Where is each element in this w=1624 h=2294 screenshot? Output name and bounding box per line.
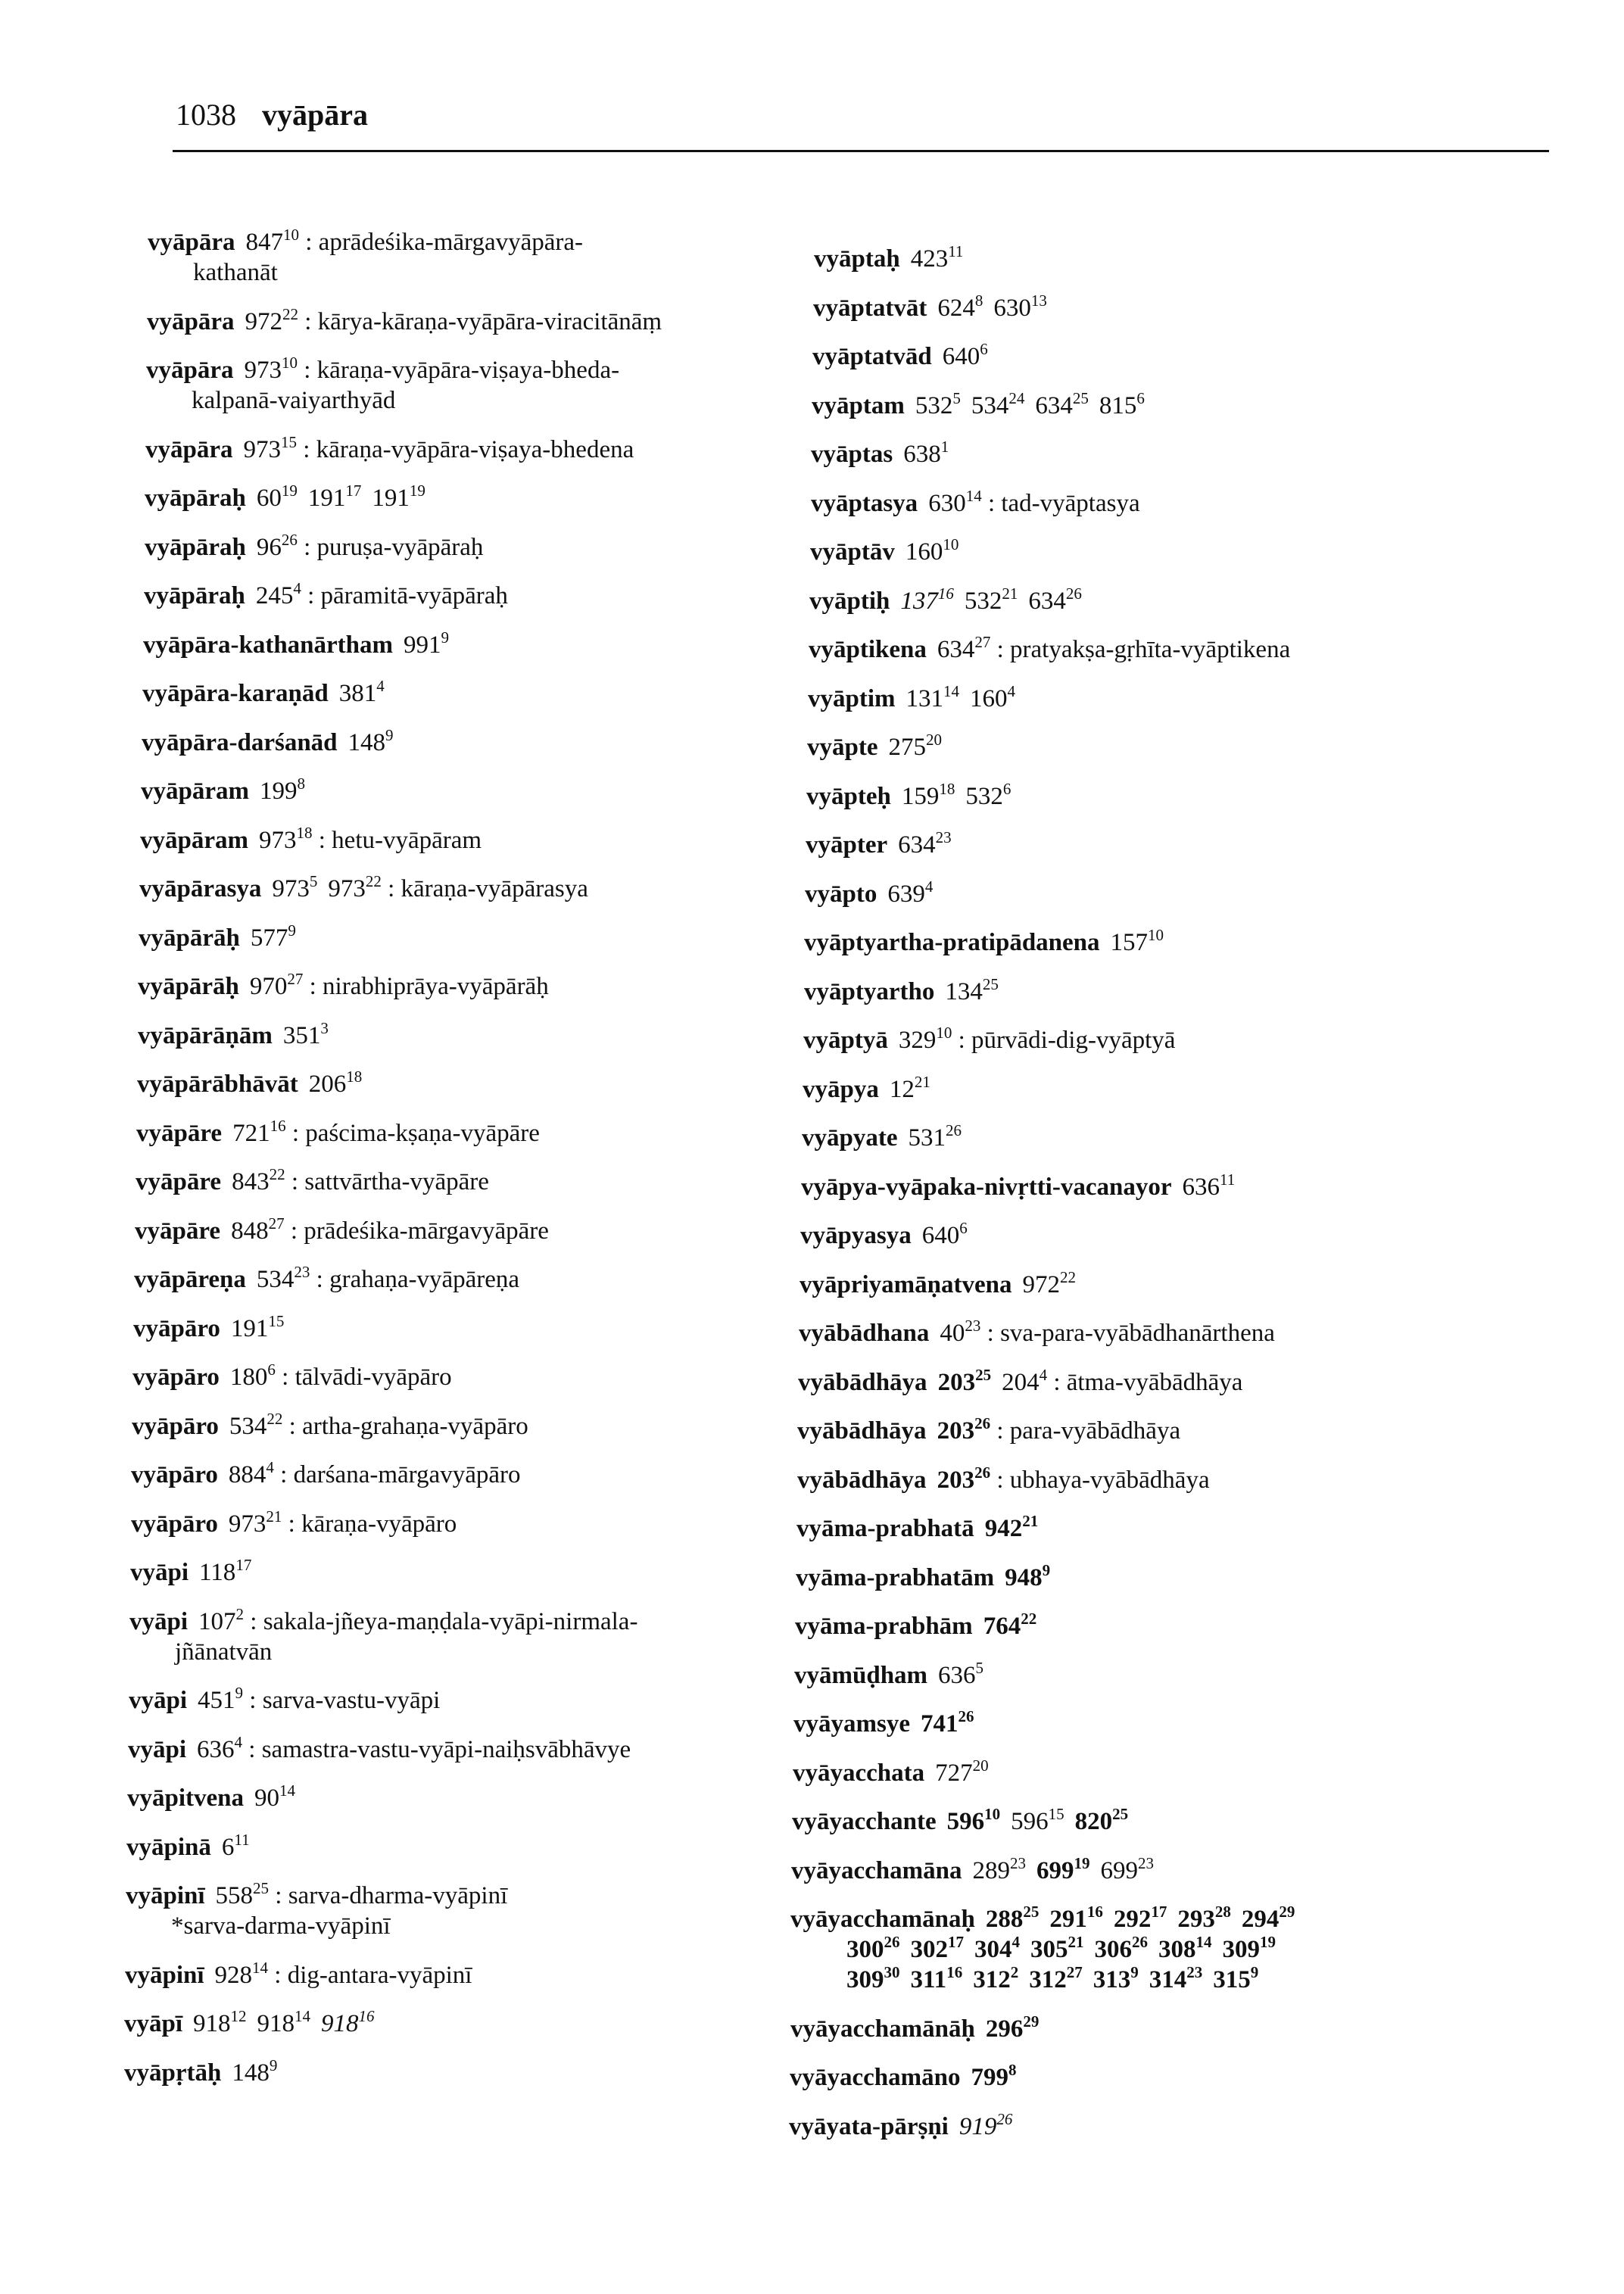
page-reference: $639^4$ bbox=[887, 877, 934, 908]
page-reference: $191^{15}$ bbox=[230, 1311, 285, 1342]
page-reference: $107^2$ bbox=[198, 1604, 245, 1635]
page-reference: $741^{26}$ bbox=[920, 1707, 974, 1738]
index-entry bbox=[814, 244, 963, 274]
index-entry bbox=[809, 634, 1290, 665]
page-reference: $815^6$ bbox=[1099, 388, 1145, 419]
index-entry bbox=[800, 1267, 1076, 1300]
index-entry bbox=[808, 681, 1015, 714]
headword: vyāpī bbox=[124, 2010, 183, 2037]
index-entry bbox=[138, 971, 549, 1002]
page-number: 1038 bbox=[176, 98, 236, 132]
page-reference: $245^4$ bbox=[255, 579, 301, 609]
page-reference: $302^{17}$ bbox=[910, 1933, 964, 1963]
gloss: : paścima-kṣaṇa-vyāpāre bbox=[285, 1119, 540, 1147]
page-reference: $60^{19}$ bbox=[256, 482, 298, 512]
gloss: : sarva-vastu-vyāpi bbox=[243, 1687, 441, 1714]
gloss-continuation: kalpanā-vaiyarthyād bbox=[192, 387, 396, 414]
index-entry bbox=[132, 1411, 528, 1442]
headword: vyāpārāḥ bbox=[138, 973, 239, 1000]
headword: vyāpi bbox=[128, 1735, 187, 1763]
page-reference: $134^{25}$ bbox=[945, 974, 999, 1005]
headword: vyāptaḥ bbox=[814, 245, 900, 273]
gloss-continuation: jñānatvān bbox=[175, 1638, 273, 1666]
page-reference: $847^{10}$ bbox=[245, 226, 299, 256]
page-reference: $160^{10}$ bbox=[905, 535, 959, 566]
headword: vyāpārābhāvāt bbox=[137, 1071, 298, 1098]
gloss: : sakala-jñeya-maṇḍala-vyāpi-nirmala- bbox=[244, 1607, 638, 1635]
page-reference: $300^{26}$ bbox=[846, 1933, 900, 1963]
running-title: vyāpāra bbox=[262, 98, 368, 132]
page-reference: $972^{22}$ bbox=[245, 304, 298, 335]
index-entry bbox=[142, 678, 385, 709]
gloss: : sarva-dharma-vyāpinī bbox=[269, 1882, 508, 1909]
gloss: : kāraṇa-vyāpārasya bbox=[381, 875, 588, 902]
index-entry bbox=[147, 304, 662, 337]
page-reference: $928^{14}$ bbox=[214, 1958, 269, 1989]
page-reference: $203^{26}$ bbox=[937, 1414, 991, 1445]
page-reference: $596^{10}$ bbox=[946, 1805, 1001, 1835]
page-reference: $314^{23}$ bbox=[1149, 1963, 1203, 1993]
page-reference: $636^{11}$ bbox=[1182, 1170, 1236, 1201]
gloss: : pāramitā-vyāpāraḥ bbox=[301, 582, 508, 609]
index-entry bbox=[811, 488, 1140, 519]
page-reference: $918^{12}$ bbox=[193, 2007, 247, 2037]
index-entry bbox=[809, 586, 1082, 616]
page-reference: $640^6$ bbox=[942, 340, 988, 370]
headword: vyāpi bbox=[129, 1687, 188, 1714]
gloss: : aprādeśika-mārgavyāpāra- bbox=[299, 229, 584, 256]
index-entry bbox=[812, 388, 1145, 421]
index-entry bbox=[137, 1069, 362, 1099]
page-reference: $148^9$ bbox=[232, 2056, 278, 2087]
index-entry bbox=[132, 1362, 452, 1392]
gloss: : ātma-vyābādhāya bbox=[1047, 1368, 1243, 1396]
index-entry bbox=[125, 1960, 472, 1990]
headword: vyāptatvāt bbox=[813, 294, 927, 322]
index-entry bbox=[141, 776, 305, 806]
headword: vyāptyā bbox=[803, 1027, 888, 1054]
index-entry bbox=[138, 1018, 329, 1051]
gloss: : pūrvādi-dig-vyāptyā bbox=[952, 1027, 1176, 1054]
index-entry bbox=[805, 879, 933, 909]
headword: vyāpte bbox=[807, 734, 878, 761]
page-reference: $12^{21}$ bbox=[889, 1072, 930, 1103]
page-reference: $534^{23}$ bbox=[256, 1263, 310, 1293]
headword: vyāpāro bbox=[132, 1412, 219, 1440]
page-reference: $532^5$ bbox=[915, 388, 961, 419]
index-entry bbox=[803, 1074, 930, 1105]
page-reference: $843^{22}$ bbox=[232, 1165, 285, 1195]
headword: vyāpyate bbox=[802, 1124, 898, 1152]
index-entry bbox=[797, 1465, 1210, 1495]
page-reference: $118^{17}$ bbox=[199, 1556, 252, 1586]
index-entry bbox=[136, 1118, 540, 1149]
page-reference: $329^{10}$ bbox=[898, 1024, 952, 1054]
index-entry bbox=[135, 1216, 549, 1246]
index-entry bbox=[124, 2009, 375, 2039]
index-entry bbox=[791, 1853, 1154, 1886]
page-reference: $884^4$ bbox=[228, 1458, 274, 1488]
index-entry bbox=[128, 1732, 631, 1765]
page-reference: $972^{22}$ bbox=[1022, 1267, 1076, 1298]
index-entry bbox=[142, 725, 394, 758]
index-entry bbox=[146, 355, 619, 416]
headword: vyāpāraḥ bbox=[145, 533, 246, 561]
headword: vyāpāra-kathanārtham bbox=[143, 631, 394, 659]
headword: vyābādhāya bbox=[798, 1368, 927, 1396]
page-reference: $6^{11}$ bbox=[221, 1830, 250, 1861]
gloss: : sva-para-vyābādhanārthena bbox=[980, 1320, 1275, 1347]
gloss: : nirabhiprāya-vyāpārāḥ bbox=[303, 973, 549, 1000]
index-entry bbox=[790, 1904, 1295, 1995]
page-reference: $799^8$ bbox=[971, 2061, 1017, 2091]
index-entry bbox=[803, 1025, 1175, 1055]
index-entry bbox=[812, 341, 988, 372]
index-entry bbox=[804, 974, 999, 1007]
index-entry bbox=[792, 1806, 1128, 1837]
headword: vyāma-prabhatām bbox=[796, 1563, 995, 1591]
page-reference: $636^4$ bbox=[197, 1732, 243, 1763]
page-reference: $634^{27}$ bbox=[937, 633, 991, 663]
page-reference: $206^{18}$ bbox=[308, 1068, 363, 1098]
index-entry bbox=[804, 927, 1164, 958]
headword: vyāpitvena bbox=[127, 1784, 245, 1812]
gloss: : kārya-kāraṇa-vyāpāra-viracitānāṃ bbox=[298, 307, 662, 335]
index-entry bbox=[131, 1509, 457, 1539]
page-reference: $973^{18}$ bbox=[259, 823, 313, 854]
headword: vyāpteḥ bbox=[806, 782, 891, 810]
headword: vyāpi bbox=[129, 1607, 189, 1635]
page-reference: $699^{19}$ bbox=[1036, 1853, 1090, 1884]
headword: vyāptam bbox=[812, 391, 905, 419]
page-reference: $636^5$ bbox=[938, 1658, 984, 1689]
page-reference: $199^8$ bbox=[260, 775, 305, 805]
index-entry bbox=[800, 1220, 968, 1251]
headword: vyāpya bbox=[803, 1075, 879, 1103]
page-reference: $289^{23}$ bbox=[972, 1853, 1026, 1884]
headword: vyāptas bbox=[811, 441, 893, 468]
index-entry bbox=[133, 1311, 285, 1344]
index-entry bbox=[797, 1416, 1180, 1446]
headword: vyāpāre bbox=[135, 1217, 221, 1245]
page-reference: $351^3$ bbox=[282, 1018, 329, 1049]
page-reference: $638^1$ bbox=[903, 438, 949, 468]
headword: vyāpāro bbox=[132, 1364, 220, 1391]
page-reference: $191^{19}$ bbox=[372, 482, 425, 512]
gloss: : puruṣa-vyāpāraḥ bbox=[297, 533, 484, 561]
index-entry bbox=[129, 1604, 638, 1667]
headword: vyāpto bbox=[805, 880, 877, 908]
headword: vyāpyasya bbox=[800, 1222, 912, 1249]
page-reference: $973^{21}$ bbox=[228, 1507, 282, 1538]
index-entry bbox=[140, 825, 482, 856]
page-reference: $918^{14}$ bbox=[257, 2007, 311, 2037]
headword: vyāyacchata bbox=[793, 1759, 925, 1787]
headword: vyāyacchamāno bbox=[790, 2064, 961, 2091]
page-reference: $381^4$ bbox=[338, 677, 385, 707]
headword: vyāyata-pārṣṇi bbox=[789, 2112, 949, 2140]
gloss: : kāraṇa-vyāpāra-viṣaya-bheda- bbox=[298, 357, 620, 384]
headword: vyāpāra-darśanād bbox=[142, 728, 338, 756]
gloss: : kāraṇa-vyāpāra-viṣaya-bhedena bbox=[297, 435, 634, 463]
page-reference: $534^{22}$ bbox=[229, 1409, 283, 1440]
headword: vyāpāro bbox=[131, 1461, 218, 1488]
page-reference: $40^{23}$ bbox=[940, 1317, 981, 1347]
gloss: : pratyakṣa-gṛhīta-vyāptikena bbox=[990, 636, 1291, 663]
page-reference: $159^{18}$ bbox=[901, 779, 955, 810]
headword: vyābādhāya bbox=[797, 1466, 927, 1494]
page-header bbox=[176, 97, 1546, 132]
page-reference: $423^{11}$ bbox=[910, 242, 964, 273]
page-reference: $634^{25}$ bbox=[1035, 388, 1089, 419]
index-entry bbox=[790, 2014, 1039, 2044]
page-reference: $727^{20}$ bbox=[935, 1756, 989, 1787]
headword: vyāpārāṇām bbox=[138, 1021, 273, 1049]
page-reference: $293^{28}$ bbox=[1177, 1903, 1231, 1933]
headword: vyāpinī bbox=[125, 1961, 204, 1989]
index-entry bbox=[144, 581, 508, 611]
page-reference: $577^9$ bbox=[250, 921, 296, 952]
page-reference: $948^9$ bbox=[1005, 1560, 1051, 1591]
index-entry bbox=[139, 874, 588, 904]
headword: vyāpāra bbox=[148, 229, 235, 256]
page-reference: $918^{16}$ bbox=[321, 2007, 375, 2037]
page-reference: $157^{10}$ bbox=[1110, 926, 1164, 956]
headword: vyāma-prabhatā bbox=[796, 1515, 974, 1542]
page-reference: $451^9$ bbox=[198, 1684, 244, 1714]
headword: vyāptikena bbox=[809, 636, 927, 663]
page-reference: $304^4$ bbox=[974, 1933, 1020, 1963]
headword: vyāpinī bbox=[126, 1882, 205, 1909]
page-reference: $721^{16}$ bbox=[232, 1116, 286, 1147]
headword: vyāpāro bbox=[133, 1314, 220, 1342]
headword: vyābādhana bbox=[799, 1320, 930, 1347]
index-entry bbox=[145, 483, 425, 513]
page-reference: $137^{16}$ bbox=[900, 584, 954, 615]
headword: vyāyacchamāna bbox=[791, 1856, 962, 1884]
index-entry bbox=[796, 1560, 1051, 1593]
page-reference: $532^6$ bbox=[965, 779, 1011, 810]
page-reference: $191^{17}$ bbox=[307, 482, 362, 512]
gloss-continuation: *sarva-darma-vyāpinī bbox=[171, 1912, 391, 1940]
page-reference: $315^9$ bbox=[1213, 1963, 1259, 1993]
page-reference: $973^{22}$ bbox=[328, 872, 382, 902]
headword: vyāpinā bbox=[126, 1833, 211, 1861]
headword: vyāyacchamānāḥ bbox=[790, 2015, 975, 2043]
page-reference: $96^{26}$ bbox=[256, 530, 298, 561]
index-entry bbox=[813, 293, 1047, 323]
headword: vyāpāreṇa bbox=[134, 1266, 246, 1293]
headword: vyāptatvād bbox=[812, 343, 932, 370]
headword: vyāpārāḥ bbox=[139, 924, 240, 952]
page-reference: $596^{15}$ bbox=[1011, 1805, 1064, 1835]
page-reference: $309^{30}$ bbox=[846, 1963, 900, 1993]
headword: vyāpāram bbox=[141, 778, 249, 805]
page-reference: $204^4$ bbox=[1002, 1365, 1048, 1396]
page-reference: $160^4$ bbox=[970, 681, 1015, 712]
index-entry bbox=[143, 630, 449, 660]
page-reference: $848^{27}$ bbox=[231, 1214, 285, 1245]
index-entry bbox=[806, 830, 952, 860]
page-reference: $820^{25}$ bbox=[1074, 1805, 1129, 1835]
index-entry bbox=[148, 227, 583, 288]
gloss: : kāraṇa-vyāpāro bbox=[282, 1510, 457, 1538]
index-entry bbox=[131, 1460, 520, 1490]
page-reference: $311^{16}$ bbox=[910, 1963, 963, 1993]
gloss: : darśana-mārgavyāpāro bbox=[273, 1461, 521, 1488]
headword: vyāyacchante bbox=[792, 1808, 937, 1835]
headword: vyāpāram bbox=[140, 826, 248, 854]
gloss: : artha-grahaṇa-vyāpāro bbox=[282, 1412, 528, 1440]
headword: vyāptyartha-pratipādanena bbox=[804, 929, 1100, 956]
headword: vyāptiḥ bbox=[809, 587, 890, 615]
index-entry bbox=[793, 1758, 989, 1788]
page-reference: $180^6$ bbox=[229, 1361, 276, 1391]
page-reference: $764^{22}$ bbox=[983, 1610, 1037, 1640]
index-entry bbox=[126, 1832, 250, 1862]
page-reference: $288^{25}$ bbox=[985, 1903, 1040, 1933]
page-reference: $991^9$ bbox=[404, 628, 450, 659]
index-entry bbox=[794, 1660, 983, 1691]
page-reference: $313^9$ bbox=[1093, 1963, 1139, 1993]
page-reference: $634^{23}$ bbox=[898, 828, 952, 859]
index-entry bbox=[793, 1709, 974, 1739]
headword: vyāma-prabhām bbox=[795, 1613, 973, 1640]
headword: vyāpāraḥ bbox=[144, 582, 245, 609]
page-reference: $203^{26}$ bbox=[937, 1463, 991, 1494]
page-reference: $973^5$ bbox=[272, 872, 318, 902]
page-reference: $291^{16}$ bbox=[1049, 1903, 1103, 1933]
headword: vyāpāra bbox=[146, 357, 234, 384]
index-entry bbox=[798, 1367, 1242, 1398]
headword: vyāpṛtāḥ bbox=[124, 2059, 222, 2087]
headword: vyāptāv bbox=[810, 538, 895, 566]
headword: vyāyamsye bbox=[793, 1710, 910, 1738]
page-reference: $131^{14}$ bbox=[906, 681, 959, 712]
index-entry bbox=[139, 923, 296, 953]
page-reference: $294^{29}$ bbox=[1241, 1903, 1295, 1933]
page-reference: $634^{26}$ bbox=[1028, 584, 1082, 615]
gloss: : tālvādi-vyāpāro bbox=[275, 1364, 452, 1391]
headword: vyāpāra bbox=[145, 435, 233, 463]
page-reference: $919^{26}$ bbox=[959, 2109, 1013, 2140]
page-reference: $699^{23}$ bbox=[1100, 1853, 1154, 1884]
index-entry bbox=[145, 532, 483, 563]
index-entry bbox=[124, 2058, 277, 2088]
page-reference: $640^6$ bbox=[921, 1219, 968, 1249]
index-entry bbox=[802, 1123, 962, 1153]
gloss: : ubhaya-vyābādhāya bbox=[990, 1466, 1210, 1494]
headword: vyāpya-vyāpaka-nivṛtti-vacanayor bbox=[801, 1173, 1172, 1201]
page-reference: $624^8$ bbox=[937, 291, 983, 322]
page-reference: $531^{26}$ bbox=[908, 1121, 962, 1152]
index-entry bbox=[789, 2109, 1013, 2142]
page-reference: $306^{26}$ bbox=[1094, 1933, 1148, 1963]
index-entry bbox=[807, 732, 942, 762]
gloss: : samastra-vastu-vyāpi-naiḥsvābhāvye bbox=[242, 1735, 631, 1763]
headword: vyāpāro bbox=[131, 1510, 218, 1538]
gloss: : tad-vyāptasya bbox=[981, 489, 1140, 517]
page-reference: $558^{25}$ bbox=[215, 1879, 270, 1909]
index-entry bbox=[811, 439, 949, 469]
index-entry bbox=[134, 1264, 519, 1295]
index-entry bbox=[799, 1318, 1275, 1348]
page-reference: $970^{27}$ bbox=[249, 970, 304, 1000]
gloss: : para-vyābādhāya bbox=[990, 1417, 1181, 1445]
reference-continuation bbox=[790, 1934, 1295, 1965]
headword: vyāpāre bbox=[136, 1119, 223, 1147]
page-reference: $534^{24}$ bbox=[971, 388, 1025, 419]
headword: vyāpi bbox=[130, 1559, 189, 1586]
index-entry bbox=[127, 1783, 295, 1813]
headword: vyābādhāya bbox=[797, 1417, 927, 1445]
index-entry bbox=[790, 2062, 1017, 2093]
headword: vyāptyartho bbox=[804, 977, 935, 1005]
index-entry bbox=[795, 1611, 1036, 1641]
headword: vyāpter bbox=[806, 831, 888, 859]
index-entry bbox=[130, 1557, 251, 1588]
index-entry bbox=[126, 1881, 507, 1941]
headword: vyāyacchamānaḥ bbox=[790, 1906, 975, 1933]
page-reference: $630^{13}$ bbox=[993, 291, 1047, 322]
page-reference: $203^{25}$ bbox=[937, 1365, 992, 1396]
page-reference: $292^{17}$ bbox=[1113, 1903, 1167, 1933]
gloss-continuation: kathanāt bbox=[193, 259, 278, 286]
reference-continuation bbox=[790, 1965, 1295, 1995]
page-reference: $942^{21}$ bbox=[984, 1512, 1039, 1542]
page-reference: $305^{21}$ bbox=[1030, 1933, 1084, 1963]
headword: vyāpāra-karaṇād bbox=[142, 680, 329, 707]
page-reference: $532^{21}$ bbox=[964, 584, 1018, 615]
page-reference: $312^2$ bbox=[973, 1963, 1019, 1993]
headword: vyāpāre bbox=[136, 1168, 222, 1195]
headword: vyāmūḍham bbox=[794, 1661, 928, 1689]
index-entry bbox=[810, 537, 959, 567]
gloss: : dig-antara-vyāpinī bbox=[268, 1961, 472, 1989]
index-entry bbox=[136, 1167, 489, 1197]
gloss: : sattvārtha-vyāpāre bbox=[285, 1168, 489, 1195]
headword: vyāptim bbox=[808, 684, 896, 712]
page-reference: $309^{19}$ bbox=[1222, 1933, 1276, 1963]
headword: vyāpārasya bbox=[139, 875, 262, 902]
page-reference: $296^{29}$ bbox=[985, 2012, 1040, 2043]
gloss: : hetu-vyāpāram bbox=[312, 826, 482, 854]
headword: vyāpāra bbox=[147, 307, 235, 335]
index-entry bbox=[145, 432, 634, 465]
page-reference: $148^9$ bbox=[348, 725, 394, 756]
index-entry bbox=[801, 1172, 1235, 1202]
header-rule bbox=[173, 150, 1549, 152]
gloss: : prādeśika-mārgavyāpāre bbox=[284, 1217, 549, 1245]
gloss: : grahaṇa-vyāpāreṇa bbox=[310, 1266, 520, 1293]
page-reference: $90^{14}$ bbox=[254, 1781, 296, 1812]
headword: vyāptasya bbox=[811, 489, 918, 517]
index-entry bbox=[806, 781, 1011, 812]
page-reference: $312^{27}$ bbox=[1029, 1963, 1083, 1993]
headword: vyāpāraḥ bbox=[145, 485, 246, 512]
headword: vyāpriyamāṇatvena bbox=[800, 1270, 1012, 1298]
index-entry bbox=[129, 1685, 440, 1716]
page-reference: $275^{20}$ bbox=[888, 731, 942, 761]
index-entry bbox=[796, 1513, 1038, 1544]
page-reference: $973^{10}$ bbox=[244, 354, 298, 384]
page-reference: $308^{14}$ bbox=[1158, 1933, 1212, 1963]
page-reference: $973^{15}$ bbox=[243, 432, 297, 463]
page-reference: $630^{14}$ bbox=[928, 486, 982, 517]
